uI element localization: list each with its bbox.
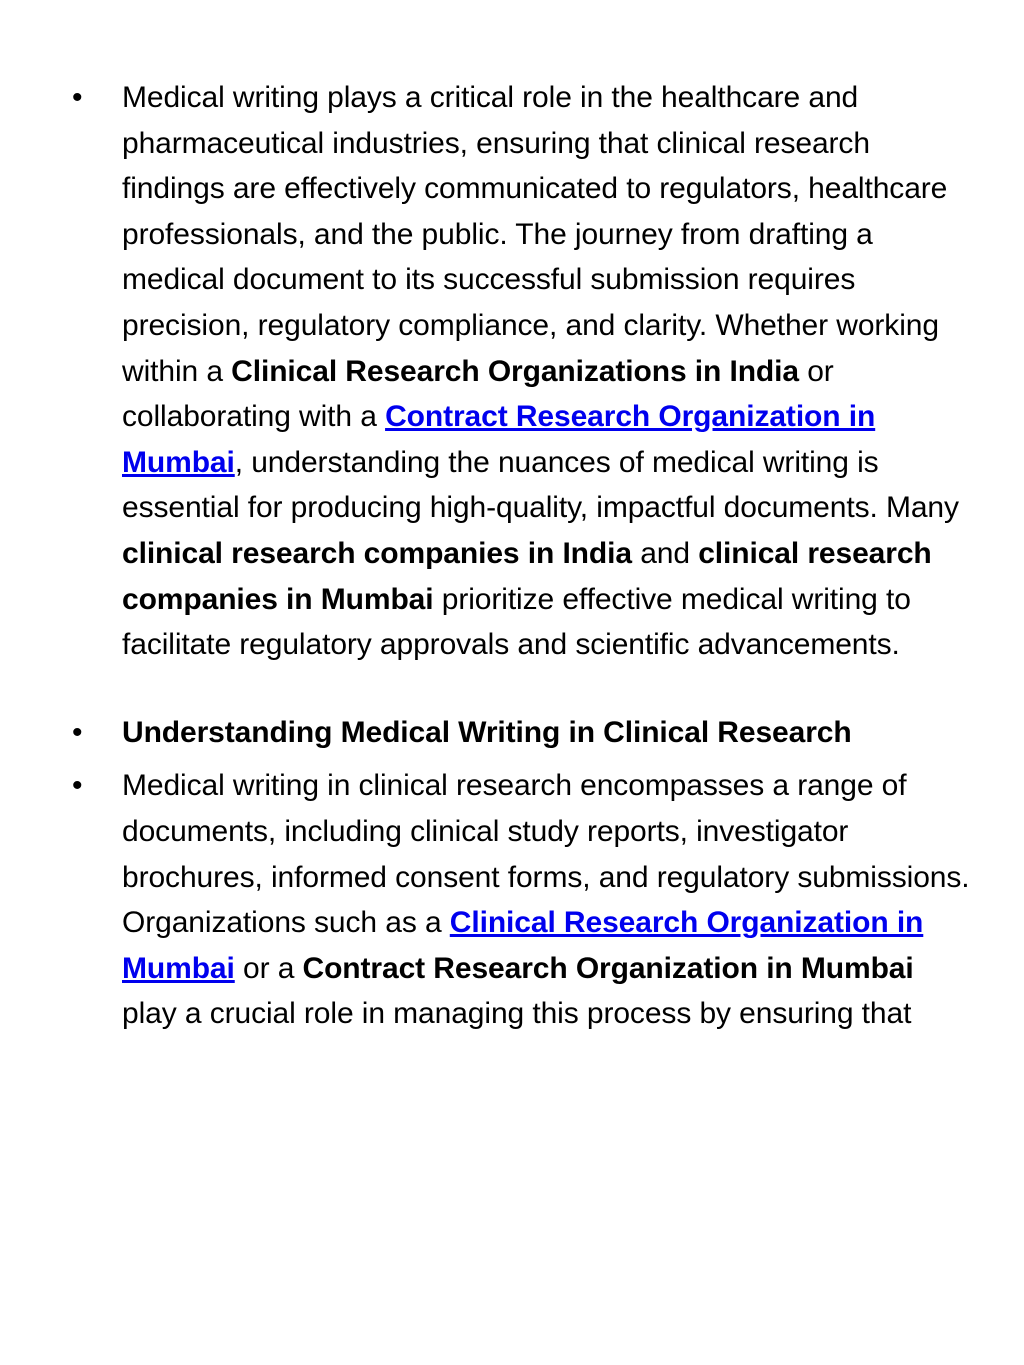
- bold-companies-mumbai: clinical research companies in Mumbai: [122, 536, 932, 616]
- section-heading: [72, 710, 972, 756]
- bold-cro-india: Clinical Research Organizations in India: [231, 354, 799, 388]
- body-paragraph: [72, 763, 972, 1037]
- bold-companies-india: clinical research companies in India: [122, 536, 632, 570]
- intro-text-1: Medical writing plays a critical role in the healthcare and pharmaceutical industries, ensuring that clinical research findings are effectively communicated to regulators, healthcare professionals, and the public. The journey from drafting a medical document to its successful submission requires precision, regulatory compliance, and clarity. Whether working within a: [122, 81, 948, 388]
- clinical-research-organization-link[interactable]: Clinical Research Organization in Mumbai: [122, 906, 924, 985]
- intro-text-5: prioritize effective medical writing to facilitate regulatory approvals and scientific advancements.: [122, 582, 911, 662]
- section-heading-text: Understanding Medical Writing in Clinical Research: [122, 715, 852, 749]
- body-text-3: play a crucial role in managing this process by ensuring that: [122, 997, 912, 1031]
- contract-research-organization-link[interactable]: Contract Research Organization in Mumbai: [122, 400, 876, 479]
- intro-paragraph: [72, 75, 972, 668]
- bullet-list: [72, 75, 972, 1037]
- intro-text-2: or collaborating with a: [122, 354, 834, 434]
- bold-contract-research-mumbai: Contract Research Organization in Mumbai: [302, 951, 914, 985]
- body-text-1: Medical writing in clinical research encompasses a range of documents, including clinical study reports, investigator brochures, informed consent forms, and regulatory submissions. Organizations such as a: [122, 769, 970, 940]
- intro-text-3: , understanding the nuances of medical writing is essential for producing high-quality, impactful documents. Many: [122, 445, 959, 525]
- body-text-2: or a: [234, 951, 303, 985]
- intro-text-4: and: [631, 536, 699, 570]
